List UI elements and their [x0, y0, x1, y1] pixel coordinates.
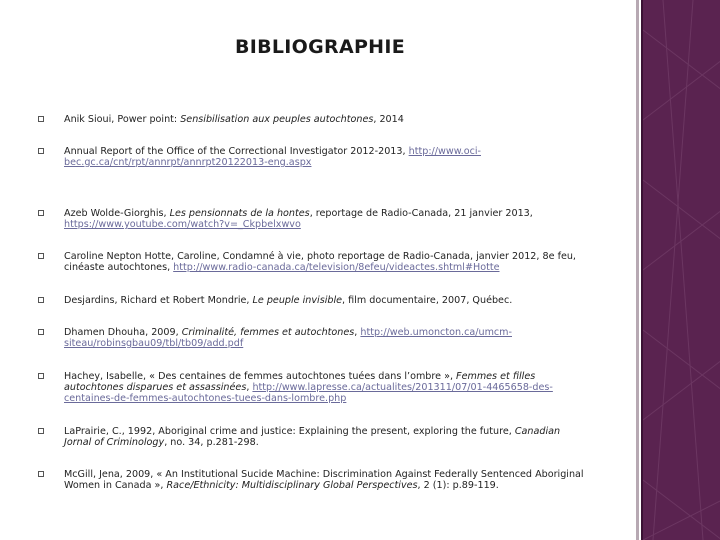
- list-item: [38, 208, 586, 230]
- citation-segment: Annual Report of the Office of the Correctional Investigator 2012-2013,: [64, 146, 409, 157]
- citation-segment: Caroline Nepton Hotte, Caroline, Condamné à vie, photo reportage de Radio-Canada, janvier 2012, 8e feu, cinéaste autochtones,: [64, 251, 576, 273]
- citation-text: [64, 251, 586, 273]
- list-item: [38, 146, 586, 168]
- bullet-square-icon: [38, 329, 44, 335]
- bullet-square-icon: [38, 471, 44, 477]
- citation-link[interactable]: http://www.oci-bec.gc.ca/cnt/rpt/annrpt/annrpt20122013-eng.aspx: [64, 146, 481, 168]
- citation-segment: , 2 (1): p.89-119.: [417, 480, 499, 491]
- citation-segment: , reportage de Radio-Canada, 21 janvier 2013,: [309, 208, 533, 219]
- list-item: [38, 327, 586, 349]
- bullet-square-icon: [38, 253, 44, 259]
- citation-link[interactable]: http://www.radio-canada.ca/television/8efeu/videactes.shtml#Hotte: [173, 262, 500, 273]
- citation-title: Sensibilisation aux peuples autochtones: [180, 114, 374, 125]
- bullet-square-icon: [38, 297, 44, 303]
- citation-segment: , 2014: [373, 114, 404, 125]
- citation-segment: , film documentaire, 2007, Québec.: [342, 295, 513, 306]
- list-item: [38, 426, 586, 448]
- list-item: [38, 114, 586, 125]
- citation-title: Le peuple invisible: [252, 295, 343, 306]
- bullet-square-icon: [38, 116, 44, 122]
- list-item: [38, 251, 586, 273]
- citation-segment: , no. 34, p.281-298.: [164, 437, 259, 448]
- citation-segment: Azeb Wolde-Giorghis,: [64, 208, 170, 219]
- citation-segment: Desjardins, Richard et Robert Mondrie,: [64, 295, 253, 306]
- citation-title: Femmes et filles autochtones disparues et assassinées: [64, 371, 536, 393]
- page-title: BIBLIOGRAPHIE: [234, 36, 406, 58]
- list-item: [38, 371, 586, 404]
- bullet-square-icon: [38, 148, 44, 154]
- citation-text: [64, 114, 586, 125]
- sidebar-pattern-icon: [643, 0, 720, 540]
- decorative-sidebar: [641, 0, 720, 540]
- citation-text: [64, 146, 586, 168]
- list-item: [38, 469, 586, 491]
- bullet-square-icon: [38, 210, 44, 216]
- citation-title: Canadian Jornal of Criminology: [64, 426, 561, 448]
- citation-segment: Dhamen Dhouha, 2009,: [64, 327, 182, 338]
- list-item: [38, 295, 586, 306]
- citation-text: [64, 208, 586, 230]
- citation-title: Race/Ethnicity: Multidisciplinary Global Perspectives: [166, 480, 418, 491]
- citation-segment: Anik Sioui, Power point:: [64, 114, 181, 125]
- citation-text: [64, 295, 586, 306]
- bullet-square-icon: [38, 373, 44, 379]
- citation-link[interactable]: http://www.lapresse.ca/actualites/201311/07/01-4465658-des-centaines-de-femmes-autochtones-tuees-dans-lombre.php: [64, 382, 553, 404]
- citation-segment: ,: [246, 382, 253, 393]
- sidebar-divider: [636, 0, 639, 540]
- citation-title: Les pensionnats de la hontes: [169, 208, 310, 219]
- citation-title: Criminalité, femmes et autochtones: [181, 327, 355, 338]
- citation-text: [64, 426, 586, 448]
- citation-segment: McGill, Jena, 2009, « An Institutional Sucide Machine: Discrimination Against Federally Sentenced Aboriginal Women in Canada »,: [64, 469, 584, 491]
- citation-segment: LaPrairie, C., 1992, Aboriginal crime and justice: Explaining the present, exploring the future,: [64, 426, 515, 437]
- citation-link[interactable]: https://www.youtube.com/watch?v=_Ckpbelxwvo: [64, 219, 301, 230]
- citation-text: [64, 371, 586, 404]
- bullet-square-icon: [38, 428, 44, 434]
- citation-segment: ,: [354, 327, 361, 338]
- citation-text: [64, 327, 586, 349]
- citation-text: [64, 469, 586, 491]
- citation-segment: Hachey, Isabelle, « Des centaines de femmes autochtones tuées dans l’ombre »,: [64, 371, 457, 382]
- citation-link[interactable]: http://web.umoncton.ca/umcm-siteau/robinsgbau09/tbl/tb09/add.pdf: [64, 327, 512, 349]
